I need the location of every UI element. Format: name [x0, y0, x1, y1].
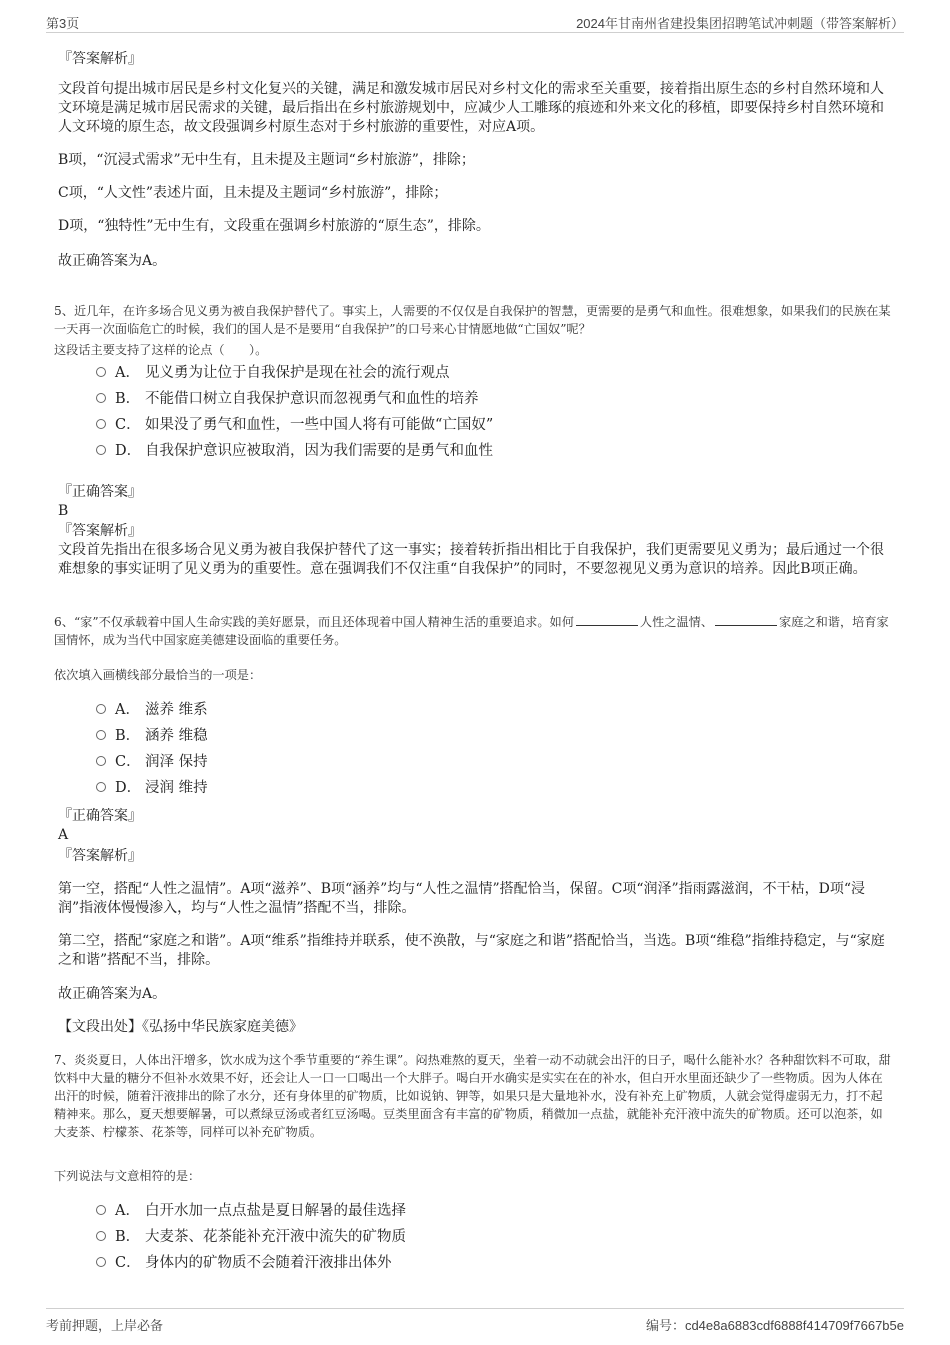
q6-option-d[interactable]: D． 浸润 维持	[96, 778, 208, 798]
footer-slogan: 考前押题，上岸必备	[46, 1318, 164, 1333]
radio-icon[interactable]	[96, 730, 106, 740]
radio-icon[interactable]	[96, 704, 106, 714]
q5-option-a[interactable]: A． 见义勇为让位于自我保护是现在社会的流行观点	[96, 363, 450, 383]
page-number: 第3页	[46, 16, 80, 31]
q5-option-d[interactable]: D． 自我保护意识应被取消，因为我们需要的是勇气和血性	[96, 441, 493, 461]
q5-analysis-label: 『答案解析』	[58, 523, 142, 539]
q5-option-b[interactable]: B． 不能借口树立自我保护意识而忽视勇气和血性的培养	[96, 389, 479, 409]
q5-ask: 这段话主要支持了这样的论点（ ）。	[54, 343, 268, 357]
q6-analysis-p2: 第二空，搭配“家庭之和谐”。A项“维系”指维持并联系，使不涣散，与“家庭之和谐”搭配恰当，当选。B项“维稳”指维持稳定，与“家庭之和谐”搭配不当，排除。	[58, 933, 885, 968]
q6-source: 【文段出处】《弘扬中华民族家庭美德》	[58, 1019, 303, 1035]
q6-conclusion: 故正确答案为A。	[58, 986, 167, 1002]
q4-analysis-p4: D项，“独特性”无中生有，文段重在强调乡村旅游的“原生态”，排除。	[58, 218, 490, 234]
q6-option-c[interactable]: C． 润泽 保持	[96, 752, 208, 772]
q7-ask: 下列说法与文意相符的是：	[54, 1169, 201, 1183]
radio-icon[interactable]	[96, 393, 106, 403]
q4-analysis-p3: C项，“人文性”表述片面，且未提及主题词“乡村旅游”，排除；	[58, 185, 448, 201]
fill-blank-1	[576, 613, 638, 626]
q4-conclusion: 故正确答案为A。	[58, 253, 167, 269]
q6-analysis-p1: 第一空，搭配“人性之温情”。A项“滋养”、B项“涵养”均与“人性之温情”搭配恰当，保留。C项“润泽”指雨露滋润，不干枯，D项“浸润”指液体慢慢渗入，均与“人性之温情”搭配不当，排除。	[58, 881, 866, 916]
radio-icon[interactable]	[96, 445, 106, 455]
radio-icon[interactable]	[96, 756, 106, 766]
document-title: 2024年甘南州省建投集团招聘笔试冲刺题（带答案解析）	[576, 16, 904, 31]
page-header	[46, 10, 904, 33]
radio-icon[interactable]	[96, 1257, 106, 1267]
radio-icon[interactable]	[96, 782, 106, 792]
q7-option-b[interactable]: B． 大麦茶、花茶能补充汗液中流失的矿物质	[96, 1227, 406, 1247]
q7-option-a[interactable]: A． 白开水加一点点盐是夏日解暑的最佳选择	[96, 1201, 406, 1221]
q5-answer-label: 『正确答案』	[58, 484, 142, 500]
q5-option-c[interactable]: C． 如果没了勇气和血性，一些中国人将有可能做“亡国奴”	[96, 415, 493, 435]
q5-stem: 5、近几年，在许多场合见义勇为被自我保护替代了。事实上，人需要的不仅仅是自我保护的智慧，更需要的是勇气和血性。很难想象，如果我们的民族在某一天再一次面临危亡的时候，我们的国人是不是要用“自我保护”的口号来心甘情愿地做“亡国奴”呢？	[54, 304, 891, 336]
q4-analysis-label: 『答案解析』	[58, 51, 142, 67]
document-code: 编号：cd4e8a6883cdf6888f414709f7667b5e	[645, 1318, 904, 1333]
q6-option-a[interactable]: A． 滋养 维系	[96, 700, 208, 720]
q6-ask: 依次填入画横线部分最恰当的一项是：	[54, 668, 262, 682]
q6-answer: A	[58, 827, 69, 843]
radio-icon[interactable]	[96, 1231, 106, 1241]
q4-analysis-p1: 文段首句提出城市居民是乡村文化复兴的关键，满足和激发城市居民对乡村文化的需求至关重要，接着指出原生态的乡村自然环境和人文环境是满足城市居民需求的关键，最后指出在乡村旅游规划中，应减少人工雕琢的痕迹和外来文化的移植，即要保持乡村自然环境和人文环境的原生态，故文段强调乡村原生态对于乡村旅游的重要性，对应A项。	[58, 81, 884, 135]
q6-analysis-label: 『答案解析』	[58, 848, 142, 864]
q6-answer-label: 『正确答案』	[58, 808, 142, 824]
q5-answer: B	[58, 503, 69, 519]
q7-stem: 7、炎炎夏日，人体出汗增多，饮水成为这个季节重要的“养生课”。闷热难熬的夏天，坐着一动不动就会出汗的日子，喝什么能补水？各种甜饮料不可取，甜饮料中大量的糖分不但补水效果不好，还会让人一口一口喝出一个大胖子。喝白开水确实是实实在在的补水，但白开水里面还缺少了一些物质。因为人体在出汗的时候，随着汗液排出的除了水分，还有身体里的矿物质，比如说钠、钾等，如果只是大量地补水，没有补充上矿物质，人就会觉得虚弱无力，打不起精神来。那么，夏天想要解暑，可以煮绿豆汤或者红豆汤喝。豆类里面含有丰富的矿物质，稍微加一点盐，就能补充汗液中流失的矿物质。还可以泡茶，如大麦茶、柠檬茶、花茶等，同样可以补充矿物质。	[54, 1053, 891, 1139]
q6-option-b[interactable]: B． 涵养 维稳	[96, 726, 208, 746]
q7-option-c[interactable]: C． 身体内的矿物质不会随着汗液排出体外	[96, 1253, 392, 1273]
fill-blank-2	[715, 613, 777, 626]
q4-analysis-p2: B项，“沉浸式需求”无中生有，且未提及主题词“乡村旅游”，排除；	[58, 152, 475, 168]
radio-icon[interactable]	[96, 367, 106, 377]
page-footer	[46, 1308, 904, 1335]
q5-analysis: 文段首先指出在很多场合见义勇为被自我保护替代了这一事实；接着转折指出相比于自我保护，我们更需要见义勇为；最后通过一个很难想象的事实证明了见义勇为的重要性。意在强调我们不仅注重“自我保护”的同时，不要忽视见义勇为意识的培养。因此B项正确。	[58, 542, 884, 577]
q6-stem: 6、“家”不仅承载着中国人生命实践的美好愿景，而且还体现着中国人精神生活的重要追求。如何 人性之温情、 家庭之和谐，培育家国情怀，成为当代中国家庭美德建设面临的重要任务。	[54, 615, 889, 647]
radio-icon[interactable]	[96, 1205, 106, 1215]
radio-icon[interactable]	[96, 419, 106, 429]
